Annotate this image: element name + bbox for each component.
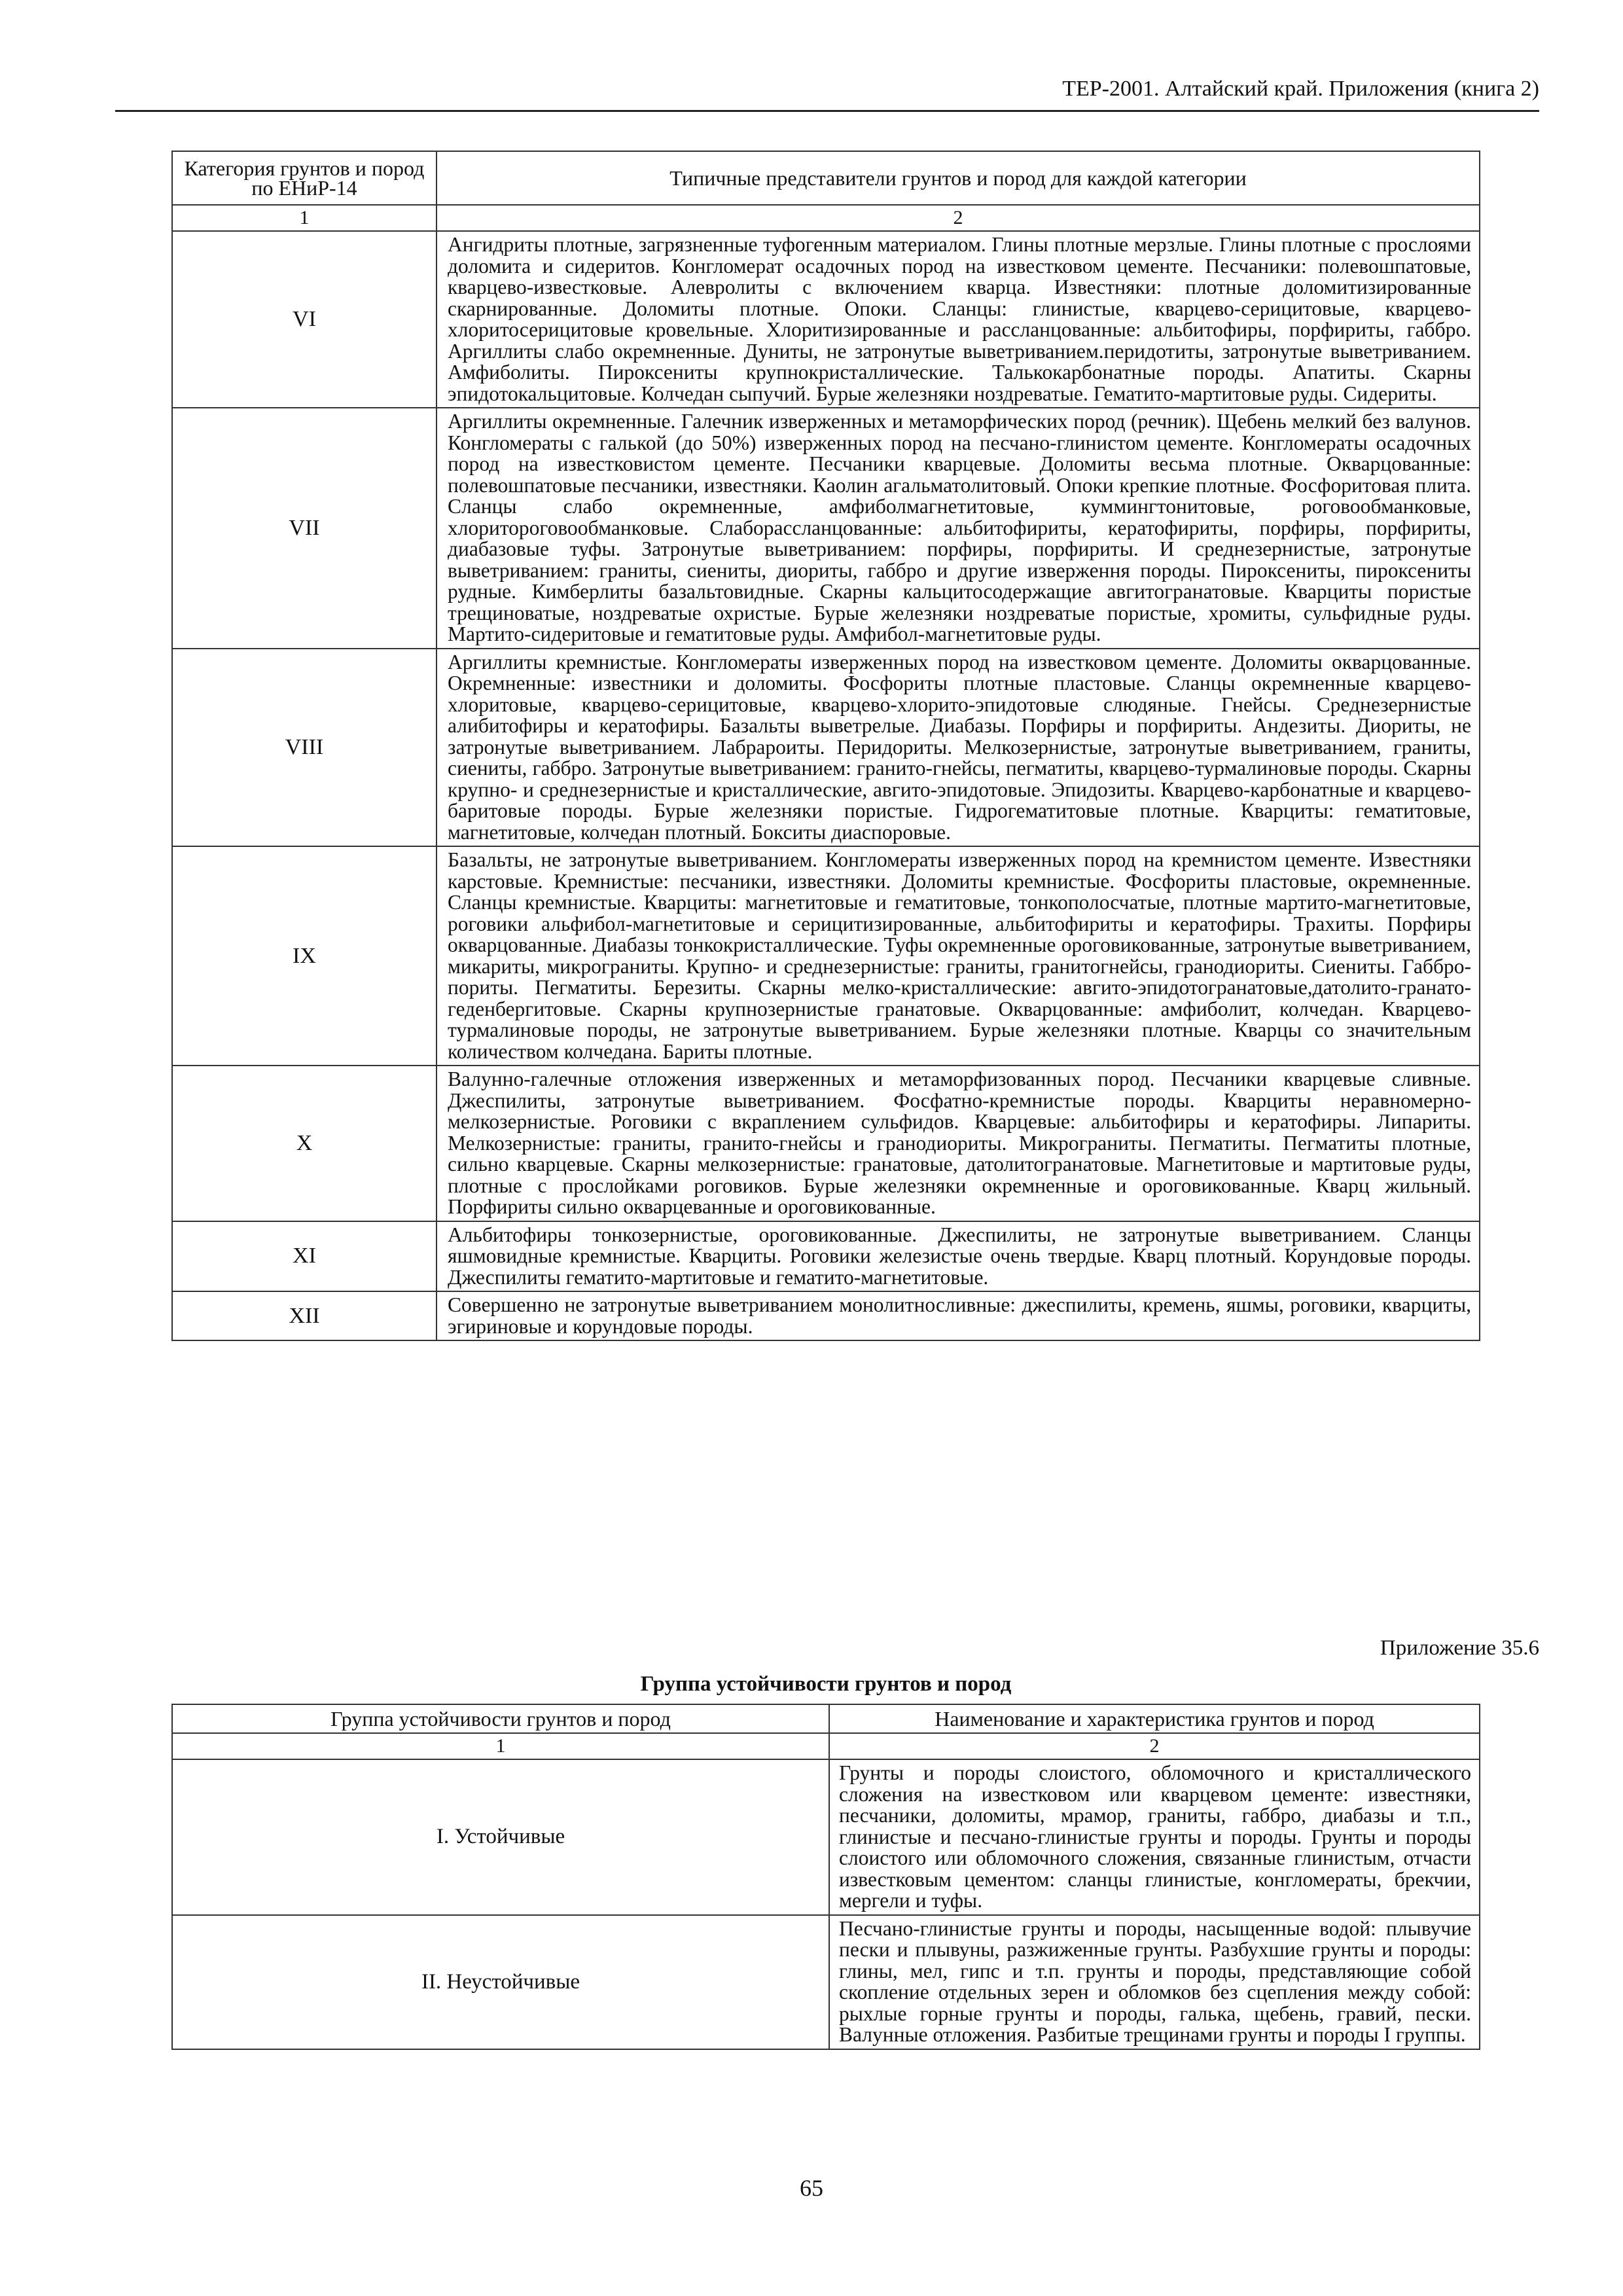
category-cell: VII (172, 408, 437, 649)
group-cell: I. Устойчивые (172, 1759, 829, 1915)
category-cell: X (172, 1066, 437, 1221)
category-cell: IX (172, 846, 437, 1066)
appendix-label: Приложение 35.6 (1380, 1636, 1539, 1660)
description-cell: Базальты, не затронутые выветриванием. Конгломераты изверженных пород на кремнистом цементе. Известняки карстовые. Кремнистые: песчаники, известняки. Доломиты кремнистые. Фосфориты пластовые, окремненные. Сланцы кремнистые. Кварциты: магнетитовые и гематитовые, тонкополосчатые, плотные мартито-магнетитовые, роговики альфибол-магнетитовые и серицитизированные, альбитофириты и кератофиры. Трахиты. Порфиры окварцованные. Диабазы тонкокристаллические. Туфы окремненные ороговикованные, затронутые выветриванием, микариты, микрограниты. Крупно- и среднезернистые: граниты, гранитогнейсы, гранодиориты. Сиениты. Габбро-пориты. Пегматиты. Березиты. Скарны мелко-кристаллические: авгито-эпидотогранатовые,датолито-гранато-геденбергитовые. Скарны крупнозернистые гранатовые. Окварцованные: амфиболит, колчедан. Кварцево-турмалиновые породы, не затронутые выветриванием. Бурые железняки плотные. Кварцы со значительным количеством колчедана. Бариты плотные. (437, 846, 1480, 1066)
running-header: ТЕР-2001. Алтайский край. Приложения (книга 2) (115, 73, 1539, 112)
table-row (172, 1221, 1480, 1292)
category-cell: XI (172, 1221, 437, 1292)
table-row (172, 649, 1480, 847)
header-category: Категория грунтов и пород по ЕНиР-14 (172, 151, 437, 205)
group-cell: II. Неустойчивые (172, 1915, 829, 2049)
header-representatives: Типичные представители грунтов и пород для каждой категории (437, 151, 1480, 205)
table-row (172, 1066, 1480, 1221)
description-cell: Песчано-глинистые грунты и породы, насыщенные водой: плывучие пески и плывуны, разжиженные грунты. Разбухшие грунты и породы: глины, мел, гипс и т.п. грунты и породы, представляющие собой скопление отдельных зерен и обломков без сцепления между собой: рыхлые горные грунты и породы, галька, щебень, гравий, пески. Валунные отложения. Разбитые трещинами грунты и породы I группы. (829, 1915, 1480, 2049)
description-cell: Аргиллиты кремнистые. Конгломераты изверженных пород на известковом цементе. Доломиты окварцованные. Окремненные: известники и доломиты. Фосфориты плотные пластовые. Сланцы окремненные кварцево-хлоритовые, кварцево-серицитовые, кварцево-хлорито-эпидотовые слюдяные. Гнейсы. Среднезернистые алибитофиры и кератофиры. Базальты выветрелые. Диабазы. Порфиры и порфириты. Андезиты. Диориты, не затронутые выветриванием. Лабрароиты. Перидориты. Мелкозернистые, затронутые выветриванием, граниты, сиениты, габбро. Затронутые выветриванием: гранито-гнейсы, пегматиты, кварцево-турмалиновые породы. Скарны крупно- и среднезернистые и кристаллические, авгито-эпидотовые. Эпидозиты. Кварцево-карбонатные и кварцево-баритовые породы. Бурые железняки пористые. Гидрогематитовые плотные. Кварциты: гематитовые, магнетитовые, колчедан плотный. Бокситы диаспоровые. (437, 649, 1480, 847)
description-cell: Аргиллиты окремненные. Галечник изверженных и метаморфических пород (речник). Щебень мелкий без валунов. Конгломераты с галькой (до 50%) изверженных пород на песчано-глинистом цементе. Конгломераты осадочных пород на известковистом цементе. Песчаники кварцевые. Доломиты весьма плотные. Окварцованные: полевошпатовые песчаники, известняки. Каолин агальматолитовый. Опоки крепкие плотные. Фосфоритовая плита. Сланцы слабо окремненные, амфиболмагнетитовые, куммингтонитовые, роговообманковые, хлоритороговообманковые. Слаборассланцованные: альбитофириты, кератофириты, порфиры, порфириты, диабазовые туфы. Затронутые выветриванием: порфиры, порфириты. И среднезернистые, затронутые выветриванием: граниты, сиениты, диориты, габбро и другие изверження породы. Пироксениты, пироксениты рудные. Кимберлиты базальтовидные. Скарны кальцитосодержащие авгитогранатовые. Кварциты пористые трещиноватые, ноздреватые охристые. Бурые железняки ноздреватые пористые, хромиты, сульфидные руды. Мартито-сидеритовые и гематитовые руды. Амфибол-магнетитовые руды. (437, 408, 1480, 649)
table-row (172, 1915, 1480, 2049)
description-cell: Совершенно не затронутые выветриванием монолитносливные: джеспилиты, кремень, яшмы, роговики, кварциты, эгириновые и корундовые породы. (437, 1291, 1480, 1340)
description-cell: Грунты и породы слоистого, обломочного и кристаллического сложения на известковом или кварцевом цементе: известняки, песчаники, доломиты, мрамор, граниты, габбро, диабазы и т.п., глинистые и песчано-глинистые грунты и породы. Грунты и породы слоистого или обломочного сложения, связанные глинистым, отчасти известковым цементом: сланцы глинистые, конгломераты, брекчии, мергели и туфы. (829, 1759, 1480, 1915)
description-cell: Валунно-галечные отложения изверженных и метаморфизованных пород. Песчаники кварцевые сливные. Джеспилиты, затронутые выветриванием. Фосфатно-кремнистые породы. Кварциты неравномерно-мелкозернистые. Роговики с вкраплением сульфидов. Кварцевые: альбитофиры и кератофиры. Липариты. Мелкозернистые: граниты, гранито-гнейсы и гранодиориты. Микрограниты. Пегматиты. Пегматиты плотные, сильно кварцевые. Скарны мелкозернистые: гранатовые, датолитогранатовые. Магнетитовые и мартитовые руды, плотные с прослойками роговиков. Бурые железняки окремненные и ороговикованные. Кварц жильный. Порфириты сильно окварцеванные и ороговикованные. (437, 1066, 1480, 1221)
header-description: Наименование и характеристика грунтов и пород (829, 1704, 1480, 1733)
column-number: 1 (172, 205, 437, 231)
soil-categories-table (171, 151, 1480, 1341)
table-row (172, 231, 1480, 408)
table-row (172, 1759, 1480, 1915)
table-row (172, 408, 1480, 649)
column-number: 2 (437, 205, 1480, 231)
description-cell: Альбитофиры тонкозернистые, ороговикованные. Джеспилиты, не затронутые выветриванием. Сланцы яшмовидные кремнистые. Кварциты. Роговики железистые очень твердые. Кварц плотный. Корундовые породы. Джеспилиты гематито-мартитовые и гематито-магнетитовые. (437, 1221, 1480, 1292)
table-header-row (172, 151, 1480, 205)
description-cell: Ангидриты плотные, загрязненные туфогенным материалом. Глины плотные мерзлые. Глины плотные с прослоями доломита и сидеритов. Конгломерат осадочных пород на известковом цементе. Песчаники: полевошпатовые, кварцево-известковые. Алевролиты с включением кварца. Известняки: плотные доломитизированные скарнированные. Доломиты плотные. Опоки. Сланцы: глинистые, кварцево-серицитовые, кварцево-хлоритосерицитовые кровельные. Хлоритизированные и рассланцованные: альбитофиры, порфириты, габбро. Аргиллиты слабо окремненные. Дуниты, не затронутые выветриванием.перидотиты, затронутые выветриванием. Амфиболиты. Пироксениты крупнокристаллические. Талькокарбонатные породы. Апатиты. Скарны эпидотокальцитовые. Колчедан сыпучий. Бурые железняки ноздреватые. Гематито-мартитовые руды. Сидериты. (437, 231, 1480, 408)
column-number-row (172, 1733, 1480, 1759)
table-row (172, 1291, 1480, 1340)
category-cell: VIII (172, 649, 437, 847)
header-group: Группа устойчивости грунтов и пород (172, 1704, 829, 1733)
table-header-row (172, 1704, 1480, 1733)
category-cell: VI (172, 231, 437, 408)
table-row (172, 846, 1480, 1066)
category-cell: XII (172, 1291, 437, 1340)
table-title: Группа устойчивости грунтов и пород (640, 1672, 1012, 1696)
column-number-row (172, 205, 1480, 231)
stability-groups-table (171, 1704, 1480, 2050)
column-number: 1 (172, 1733, 829, 1759)
column-number: 2 (829, 1733, 1480, 1759)
page-number: 65 (800, 2175, 823, 2201)
